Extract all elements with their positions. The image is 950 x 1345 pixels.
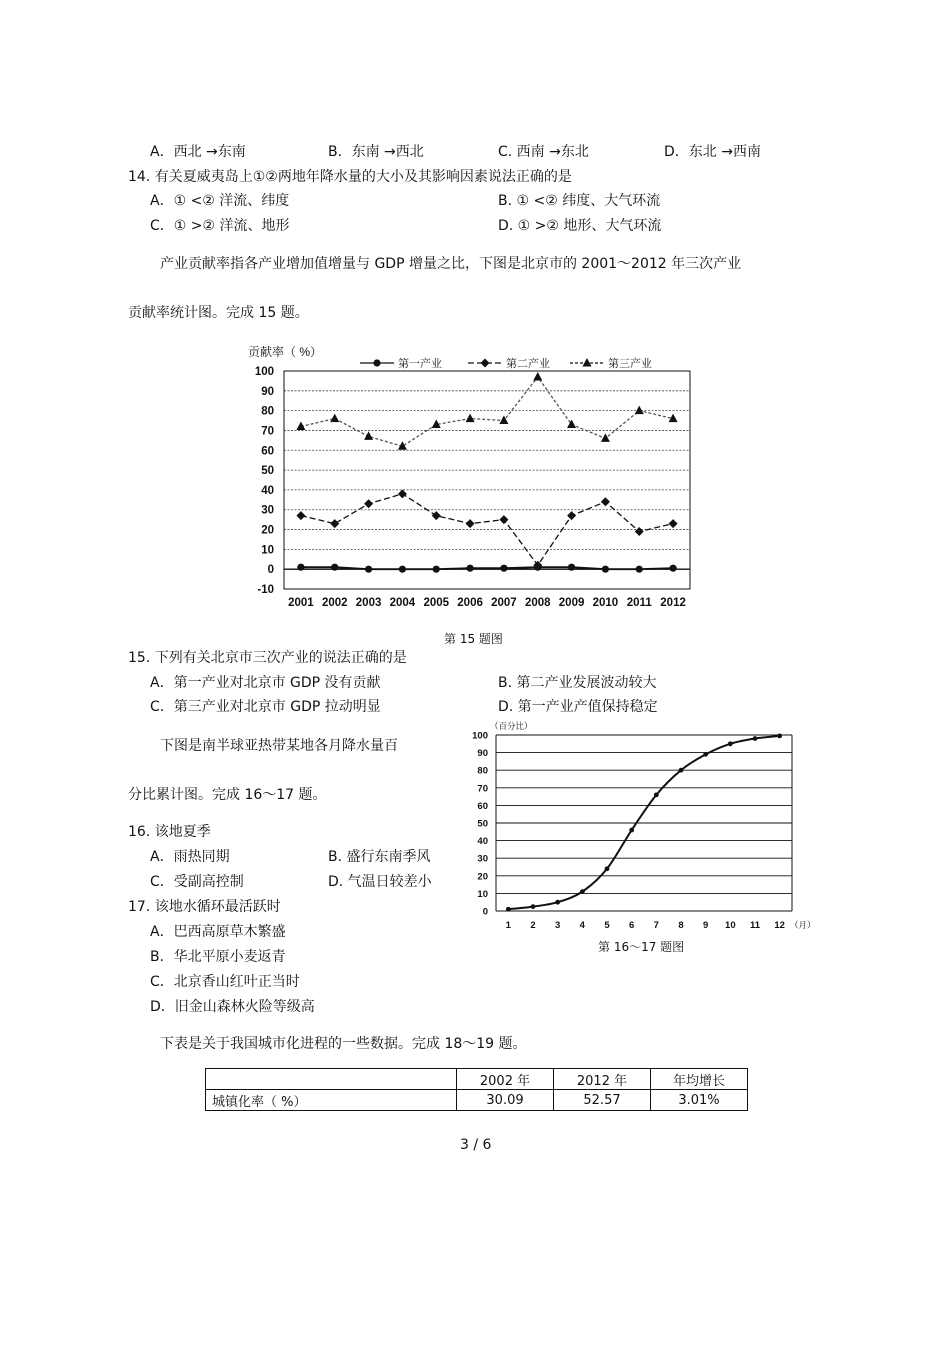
chart15-point bbox=[602, 566, 609, 573]
chart-16-17-svg bbox=[464, 718, 814, 938]
table-header-cell bbox=[206, 1069, 457, 1090]
chart15-xtick-label: 2002 bbox=[321, 597, 348, 609]
q16-option-d: D. 气温日较差小 bbox=[328, 874, 432, 890]
q17-option-b: B．华北平原小麦返青 bbox=[150, 949, 286, 965]
chart16-xtick-label: 8 bbox=[678, 920, 684, 931]
chart15-point bbox=[601, 433, 610, 442]
chart15-xtick-label: 2005 bbox=[423, 597, 450, 609]
chart15-ytick-label: 50 bbox=[261, 465, 274, 478]
q17-stem: 17. 该地水循环最活跃时 bbox=[128, 899, 281, 915]
chart15-point bbox=[466, 519, 475, 528]
chart15-point bbox=[331, 564, 338, 571]
chart16-point bbox=[679, 768, 684, 773]
chart15-point bbox=[364, 431, 373, 440]
chart16-ytick-label: 30 bbox=[477, 853, 488, 865]
q14-option-a: A．① <② 洋流、纬度 bbox=[150, 193, 290, 209]
q16-option-c: C．受副高控制 bbox=[150, 874, 244, 890]
chart15-plot-frame bbox=[284, 371, 690, 589]
chart15-legend-marker bbox=[583, 358, 592, 367]
q13-option-d: D．东北 →西南 bbox=[664, 144, 761, 160]
chart15-point bbox=[466, 414, 475, 423]
chart16-point bbox=[580, 889, 585, 894]
chart15-point bbox=[567, 511, 576, 520]
chart15-ytick-label: 10 bbox=[261, 544, 274, 557]
chart15-ytick-label: 60 bbox=[261, 445, 274, 458]
chart15-ytick-label: 90 bbox=[261, 385, 274, 398]
q17-option-d: D．旧金山森林火险等级高 bbox=[150, 999, 315, 1015]
chart15-ytick-label: 20 bbox=[261, 524, 274, 537]
chart15-point bbox=[433, 566, 440, 573]
chart15-ytick-label: 0 bbox=[267, 564, 274, 577]
chart16-point bbox=[629, 828, 634, 833]
q15-option-d: D. 第一产业产值保持稳定 bbox=[498, 699, 658, 715]
chart15-point bbox=[399, 566, 406, 573]
chart16-ytick-label: 90 bbox=[477, 748, 488, 760]
chart15-point bbox=[330, 414, 339, 423]
chart15-caption: 第 15 题图 bbox=[444, 632, 503, 646]
q14-stem: 14. 有关夏威夷岛上①②两地年降水量的大小及其影响因素说法正确的是 bbox=[128, 169, 572, 185]
q16-option-a: A．雨热同期 bbox=[150, 849, 230, 865]
table-header-cell: 2012 年 bbox=[554, 1069, 651, 1090]
chart15-point bbox=[296, 511, 305, 520]
chart16-xtick-label: 7 bbox=[653, 920, 659, 931]
page-number: 3 / 6 bbox=[460, 1137, 492, 1153]
chart15-point bbox=[330, 519, 339, 528]
chart16-xtick-label: 5 bbox=[604, 920, 610, 931]
chart15-xtick-label: 2004 bbox=[389, 597, 416, 609]
q17-option-c: C．北京香山红叶正当时 bbox=[150, 974, 300, 990]
chart16-point bbox=[728, 741, 733, 746]
intro16-line1: 下图是南半球亚热带某地各月降水量百 bbox=[160, 738, 398, 754]
chart15-legend-marker bbox=[481, 359, 490, 368]
chart15-point bbox=[364, 499, 373, 508]
chart15-series-line bbox=[301, 377, 673, 446]
chart-16-17 bbox=[464, 718, 814, 938]
chart16-point bbox=[605, 866, 610, 871]
chart15-legend-label: 第二产业 bbox=[506, 358, 550, 370]
chart15-point bbox=[635, 406, 644, 415]
urbanization-table bbox=[205, 1068, 748, 1111]
chart16-point bbox=[531, 904, 536, 909]
chart15-legend-label: 第一产业 bbox=[398, 358, 442, 370]
chart16-ytick-label: 80 bbox=[477, 765, 488, 777]
chart16-xtick-label: 1 bbox=[505, 920, 511, 931]
table-cell: 30.09 bbox=[457, 1090, 554, 1111]
chart16-xtick-label: 12 bbox=[774, 920, 785, 931]
chart15-point bbox=[601, 497, 610, 506]
intro18: 下表是关于我国城市化进程的一些数据。完成 18～19 题。 bbox=[160, 1036, 527, 1052]
intro16-line2: 分比累计图。完成 16～17 题。 bbox=[128, 787, 327, 803]
q16-option-b: B. 盛行东南季风 bbox=[328, 849, 431, 865]
table-cell: 52.57 bbox=[554, 1090, 651, 1111]
chart15-point bbox=[432, 511, 441, 520]
chart16-point bbox=[555, 900, 560, 905]
chart16-point bbox=[753, 736, 758, 741]
chart16-caption: 第 16～17 题图 bbox=[598, 940, 685, 954]
chart16-ytick-label: 60 bbox=[477, 800, 488, 812]
chart16-xtick-label: 2 bbox=[530, 920, 536, 931]
table-header-cell: 2002 年 bbox=[457, 1069, 554, 1090]
table-cell: 3.01% bbox=[651, 1090, 748, 1111]
chart15-point bbox=[297, 564, 304, 571]
intro15-line1: 产业贡献率指各产业增加值增量与 GDP 增量之比，下图是北京市的 2001～2012 年三次产业 bbox=[160, 256, 742, 272]
chart15-xtick-label: 2001 bbox=[288, 597, 314, 609]
chart15-point bbox=[365, 566, 372, 573]
chart15-point bbox=[533, 372, 542, 381]
chart15-xtick-label: 2003 bbox=[355, 597, 382, 609]
chart15-legend-label: 第三产业 bbox=[608, 358, 652, 370]
chart15-xtick-label: 2012 bbox=[660, 597, 686, 609]
intro15-line2: 贡献率统计图。完成 15 题。 bbox=[128, 305, 309, 321]
q13-option-a: A．西北 →东南 bbox=[150, 144, 246, 160]
chart15-ylabel: 贡献率（ %） bbox=[248, 345, 323, 359]
chart15-legend-marker bbox=[373, 359, 380, 366]
chart16-ytick-label: 100 bbox=[472, 730, 488, 742]
chart16-ytick-label: 70 bbox=[477, 783, 488, 795]
chart16-ytick-label: 0 bbox=[482, 906, 488, 918]
chart16-ylabel: （百分比） bbox=[490, 721, 533, 731]
chart15-xtick-label: 2009 bbox=[558, 597, 585, 609]
chart15-point bbox=[398, 489, 407, 498]
chart15-xtick-label: 2008 bbox=[524, 597, 551, 609]
q13-option-b: B．东南 →西北 bbox=[328, 144, 424, 160]
chart15-xtick-label: 2011 bbox=[626, 597, 652, 609]
chart15-point bbox=[500, 565, 507, 572]
chart15-point bbox=[669, 519, 678, 528]
chart15-ytick-label: 80 bbox=[261, 405, 274, 418]
q13-option-c: C. 西南 →东北 bbox=[498, 144, 589, 160]
q14-option-d: D. ① >② 地形、大气环流 bbox=[498, 218, 662, 234]
chart16-ytick-label: 40 bbox=[477, 836, 488, 848]
chart15-ytick-label: 100 bbox=[254, 366, 274, 378]
chart15-ytick-label: -10 bbox=[257, 584, 274, 596]
chart-15 bbox=[248, 338, 713, 628]
chart15-point bbox=[568, 564, 575, 571]
chart16-xtick-label: 9 bbox=[703, 920, 709, 931]
chart16-xtick-label: 4 bbox=[579, 920, 585, 931]
chart16-xtick-label: 6 bbox=[629, 920, 635, 931]
q15-option-b: B. 第二产业发展波动较大 bbox=[498, 675, 657, 691]
q15-option-a: A．第一产业对北京市 GDP 没有贡献 bbox=[150, 675, 381, 691]
chart15-series-line bbox=[301, 567, 673, 569]
table-cell: 城镇化率（ %） bbox=[206, 1090, 457, 1111]
chart16-point bbox=[777, 733, 782, 738]
chart15-point bbox=[499, 515, 508, 524]
chart15-ytick-label: 70 bbox=[261, 425, 274, 438]
chart15-xtick-label: 2006 bbox=[457, 597, 483, 609]
chart15-point bbox=[669, 565, 676, 572]
chart16-ytick-label: 20 bbox=[477, 871, 488, 883]
chart16-xunit: （月） bbox=[790, 920, 814, 930]
q15-stem: 15. 下列有关北京市三次产业的说法正确的是 bbox=[128, 650, 407, 666]
chart15-point bbox=[466, 565, 473, 572]
q17-option-a: A．巴西高原草木繁盛 bbox=[150, 924, 286, 940]
chart16-point bbox=[703, 752, 708, 757]
chart15-point bbox=[635, 527, 644, 536]
q15-option-c: C．第三产业对北京市 GDP 拉动明显 bbox=[150, 699, 381, 715]
chart15-ytick-label: 30 bbox=[261, 504, 274, 517]
chart15-xtick-label: 2010 bbox=[592, 597, 619, 609]
chart-15-svg bbox=[248, 338, 713, 628]
table-header-row bbox=[206, 1069, 748, 1090]
table-row bbox=[206, 1090, 748, 1111]
table-header-cell: 年均增长 bbox=[651, 1069, 748, 1090]
chart16-xtick-label: 10 bbox=[725, 920, 736, 931]
q14-option-b: B. ① <② 纬度、大气环流 bbox=[498, 193, 661, 209]
q16-stem: 16. 该地夏季 bbox=[128, 824, 211, 840]
chart15-point bbox=[296, 421, 305, 430]
chart15-point bbox=[636, 566, 643, 573]
chart16-point bbox=[654, 792, 659, 797]
chart16-xtick-label: 3 bbox=[555, 920, 561, 931]
chart16-ytick-label: 10 bbox=[477, 888, 488, 900]
chart15-ytick-label: 40 bbox=[261, 484, 274, 497]
chart16-point bbox=[506, 907, 511, 912]
chart15-xtick-label: 2007 bbox=[491, 597, 517, 609]
chart16-ytick-label: 50 bbox=[477, 818, 488, 830]
chart16-xtick-label: 11 bbox=[749, 920, 761, 931]
q14-option-c: C．① >② 洋流、地形 bbox=[150, 218, 290, 234]
